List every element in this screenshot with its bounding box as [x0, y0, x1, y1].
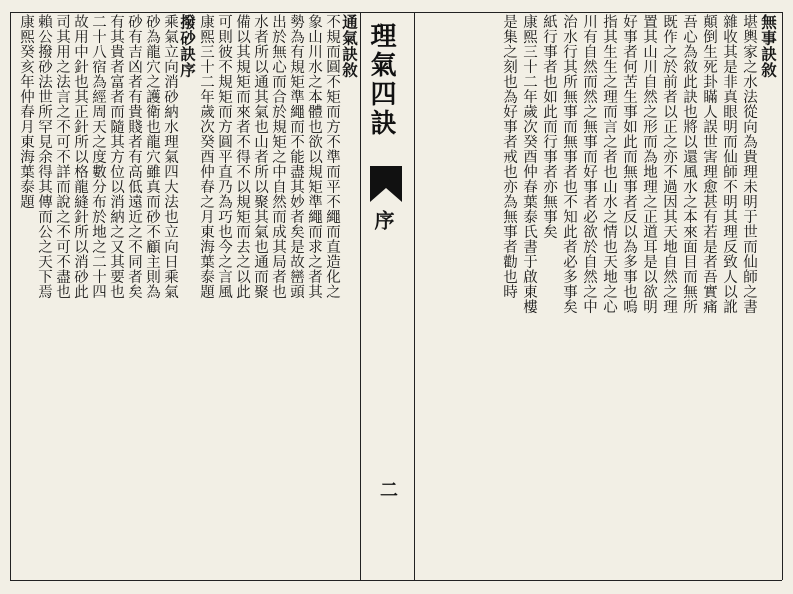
fish-tail-mark-icon [368, 164, 404, 204]
left-heading: 通氣訣敘 [340, 14, 359, 78]
right-text-column: 既作之於前者以正之亦不過因其天地自然之理 [661, 14, 677, 314]
frame-right-rule [782, 12, 783, 580]
left-text-column: 砂有吉凶者有貴賤者有高低遠近之不同者矣 [126, 14, 142, 299]
right-text-column: 堪輿家之水法從向為貴理未明于世而仙師之書 [741, 14, 757, 314]
left-text-column: 備以其規矩而來者不得不以規矩而去之以此 [234, 14, 250, 299]
left-text-column: 水者所以通其氣也山者所以聚其氣也通而聚 [252, 14, 268, 299]
left-text-column: 可則彼不規矩而方圓平直乃為巧也今之言風 [216, 14, 232, 299]
book-title: 理氣四訣 [366, 22, 396, 138]
left-date-line: 康熙三十二年歲次癸酉仲春之月東海葉泰題 [198, 14, 214, 299]
right-text-column: 川有自然而然之無事而好事者必欲於自然之中 [581, 14, 597, 314]
right-heading: 無事訣敘 [759, 14, 778, 78]
left-text-column: 勢為有規矩準繩而不能盡其妙者矣是故巒頭 [288, 14, 304, 299]
right-text-column: 好事者何苦生事如此而無事者反以為多事也嗚 [621, 14, 637, 314]
frame-left-rule [10, 12, 11, 580]
left-heading: 撥砂訣序 [178, 14, 197, 78]
left-text-column: 故用中針也其正針所以格龍縫針所以消砂此 [72, 14, 88, 299]
right-text-column: 置其山川自然之形而為地理之正道耳是以欲明 [641, 14, 657, 314]
right-text-column: 雜收其是非真眼明而仙師不明其理反致人以訛 [721, 14, 737, 314]
left-text-column: 賴公撥砂法世所罕見余得其傳而公之天下焉 [36, 14, 52, 299]
left-text-column: 不規而圓不矩而方不準而平不繩而直造化之 [324, 14, 340, 299]
right-text-column: 紙行事者也如此而行事者亦無事矣 [541, 14, 557, 239]
right-text-column: 顛倒生死卦瞞人誤世害理愈甚有若是者吾實痛 [701, 14, 717, 314]
right-text-column: 吾心為敘此訣也將以還風水之本來面目而無所 [681, 14, 697, 314]
frame-bottom-rule [10, 580, 782, 581]
right-date-line: 康熙三十二年歲次癸酉仲春葉泰氏書于啟東樓 [521, 14, 537, 314]
left-text-column: 象山川水之本體也欲以規矩準繩而求之者其 [306, 14, 322, 299]
right-text-column: 是集之刻也為好事者戒也亦為無事者勸也時 [501, 14, 517, 299]
frame-top-rule [10, 12, 782, 13]
left-text-column: 出於無心而合於規矩之中自然而成其局者也 [270, 14, 286, 299]
margin-right-rule [414, 12, 415, 580]
left-date-line: 康熙癸亥年仲春月東海葉泰題 [18, 14, 34, 209]
center-margin [360, 14, 414, 580]
right-text-column: 指其生生之理而言之者也山水之情也天地之心 [601, 14, 617, 314]
right-page [416, 14, 781, 580]
left-page [14, 14, 358, 580]
left-text-column: 二十八宿為經周天之度數分布於地之二十四 [90, 14, 106, 299]
page-number: 二 [377, 480, 398, 498]
section-name: 序 [371, 210, 395, 230]
left-text-column: 乘氣立向消砂納水理氣四大法也立向日乘氣 [162, 14, 178, 299]
left-text-column: 砂為龍穴之護衛也龍穴雖真而砂不顧主則為 [144, 14, 160, 299]
right-text-column: 治水行其所無事而無事者也不知此者必多事矣 [561, 14, 577, 314]
left-text-column: 司其用之法言之不可不詳而說之不可不盡也 [54, 14, 70, 299]
left-text-column: 有其貴者富者而隨其方位以消納之又其要也 [108, 14, 124, 299]
